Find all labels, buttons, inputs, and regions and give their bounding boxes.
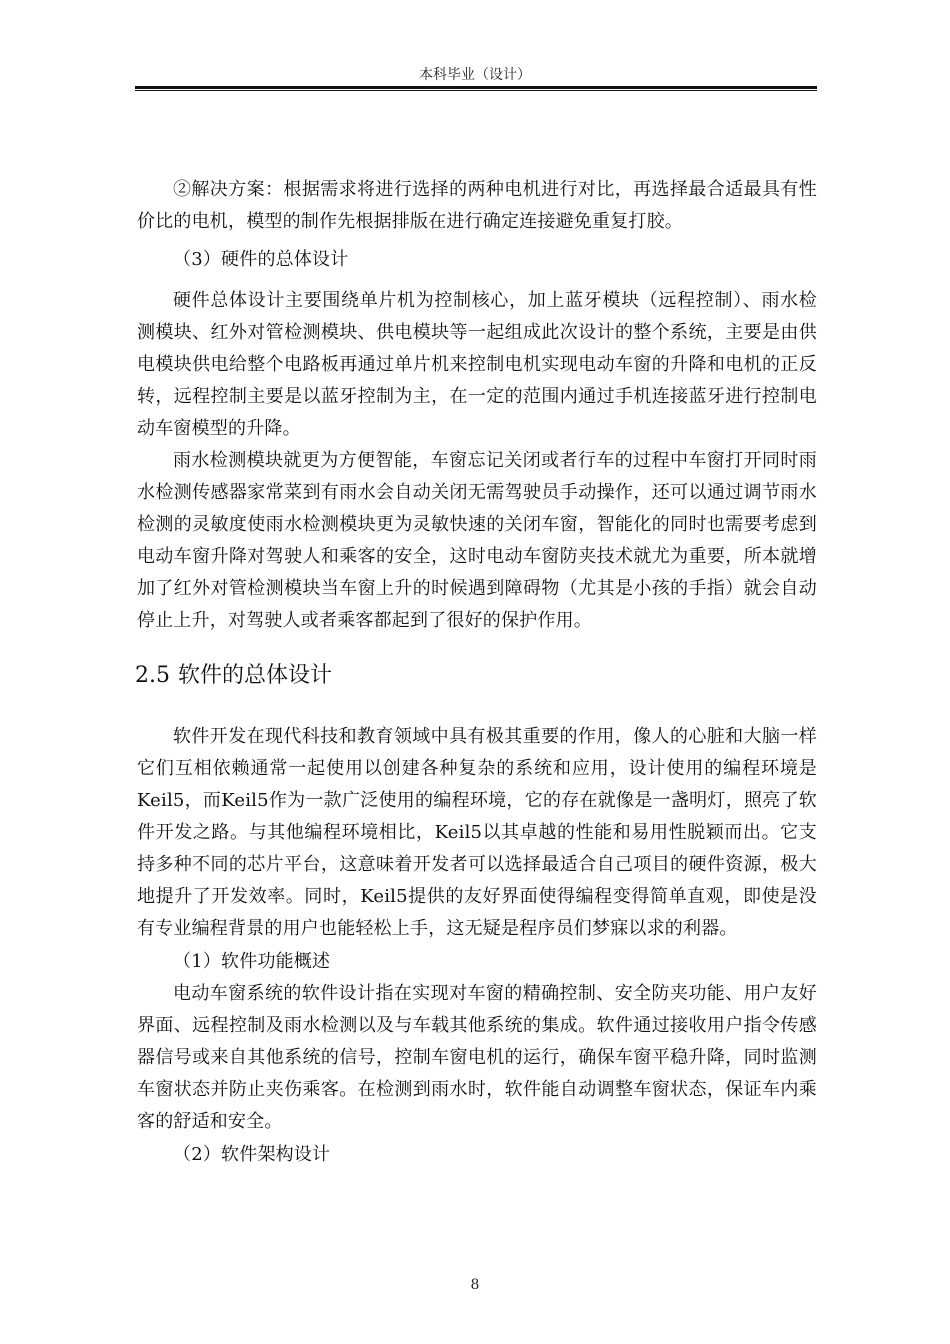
page-header-title: 本科毕业（设计） <box>419 67 531 83</box>
subheading-software-function: （1）软件功能概述 <box>173 951 331 972</box>
section-number: 2.5 <box>135 663 170 688</box>
hardware-paragraph: 硬件总体设计主要围绕单片机为控制核心，加上蓝牙模块（远程控制）、雨水检测模块、红外对管检测模块、供电模块等一起组成此次设计的整个系统，主要是由供电模块供电给整个电路板再通过单片机来控制电机实现电动车窗的升降和电机的正反转，远程控制主要是以蓝牙控制为主，在一定的范围内通过手机连接蓝牙进行控制电动车窗模型的升降。 <box>137 290 817 439</box>
section-title: 软件的总体设计 <box>178 663 333 688</box>
software-intro-paragraph: 软件开发在现代科技和教育领域中具有极其重要的作用，像人的心脏和大脑一样它们互相依赖通常一起使用以创建各种复杂的系统和应用，设计使用的编程环境是Keil5，而Keil5作为一款广泛使用的编程环境，它的存在就像是一盏明灯，照亮了软件开发之路。与其他编程环境相比，Keil5以其卓越的性能和易用性脱颖而出。它支持多种不同的芯片平台，这意味着开发者可以选择最适合自己项目的硬件资源，极大地提升了开发效率。同时，Keil5提供的友好界面使得编程变得简单直观，即使是没有专业编程背景的用户也能轻松上手，这无疑是程序员们梦寐以求的利器。 <box>137 726 817 939</box>
subheading-software-architecture: （2）软件架构设计 <box>173 1144 331 1165</box>
page-number: 8 <box>470 1277 480 1293</box>
section-heading-2-5 <box>135 661 817 691</box>
header-rule <box>135 86 817 91</box>
software-function-paragraph: 电动车窗系统的软件设计指在实现对车窗的精确控制、安全防夹功能、用户友好界面、远程控制及雨水检测以及与车载其他系统的集成。软件通过接收用户指令传感器信号或来自其他系统的信号，控制车窗电机的运行，确保车窗平稳升降，同时监测车窗状态并防止夹伤乘客。在检测到雨水时，软件能自动调整车窗状态，保证车内乘客的舒适和安全。 <box>137 983 817 1132</box>
rain-detection-paragraph: 雨水检测模块就更为方便智能，车窗忘记关闭或者行车的过程中车窗打开同时雨水检测传感器家常菜到有雨水会自动关闭无需驾驶员手动操作，还可以通过调节雨水检测的灵敏度使雨水检测模块更为灵敏快速的关闭车窗，智能化的同时也需要考虑到电动车窗升降对驾驶人和乘客的安全，这时电动车窗防夹技术就尤为重要，所本就增加了红外对管检测模块当车窗上升的时候遇到障碍物（尤其是小孩的手指）就会自动停止上升，对驾驶人或者乘客都起到了很好的保护作用。 <box>137 450 817 631</box>
solution-paragraph: ②解决方案：根据需求将进行选择的两种电机进行对比，再选择最合适最具有性价比的电机，模型的制作先根据排版在进行确定连接避免重复打胶。 <box>137 179 817 232</box>
document-body <box>137 174 817 1180</box>
subheading-hardware-design: （3）硬件的总体设计 <box>173 249 349 270</box>
